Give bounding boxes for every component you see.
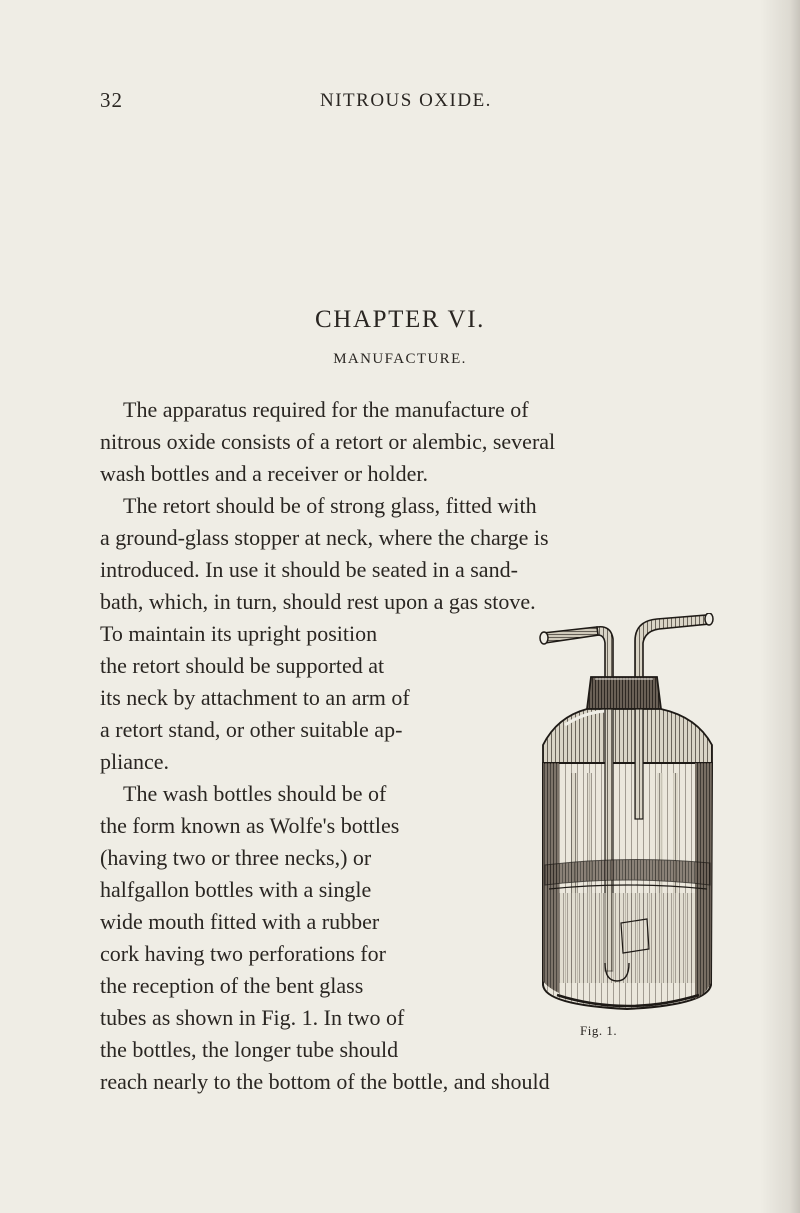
body-line: reach nearly to the bottom of the bottle, and should: [100, 1069, 550, 1094]
body-line: nitrous oxide consists of a retort or alembic, several: [100, 429, 556, 454]
running-title: NITROUS OXIDE.: [320, 90, 492, 111]
wolfe-bottle-illustration: [535, 613, 720, 1018]
body-line: the form known as Wolfe's bottles: [100, 813, 400, 838]
body-line: wash bottles and a receiver or holder.: [100, 461, 429, 486]
body-line: cork having two perforations for: [100, 941, 386, 966]
bottle-icon: [535, 613, 720, 1018]
body-line: halfgallon bottles with a single: [100, 877, 372, 902]
figure-caption: Fig. 1.: [580, 1023, 618, 1038]
body-line: tubes as shown in Fig. 1. In two of: [100, 1005, 405, 1030]
body-line: To maintain its upright position: [100, 621, 378, 646]
body-line: wide mouth fitted with a rubber: [100, 909, 380, 934]
body-line: The wash bottles should be of: [123, 781, 387, 806]
body-line: the reception of the bent glass: [100, 973, 364, 998]
body-line: bath, which, in turn, should rest upon a gas stove.: [100, 589, 536, 614]
body-line: the retort should be supported at: [100, 653, 385, 678]
body-line: the bottles, the longer tube should: [100, 1037, 399, 1062]
chapter-title: CHAPTER VI.: [315, 306, 485, 333]
section-title: MANUFACTURE.: [333, 351, 467, 367]
body-line: The retort should be of strong glass, fitted with: [123, 493, 537, 518]
running-head: [100, 88, 700, 118]
body-line: The apparatus required for the manufacture of: [123, 397, 529, 422]
body-line: (having two or three necks,) or: [100, 845, 372, 870]
body-line: its neck by attachment to an arm of: [100, 685, 410, 710]
body-line: pliance.: [100, 749, 170, 774]
page-number: 32: [100, 88, 123, 112]
body-line: a retort stand, or other suitable ap-: [100, 717, 403, 742]
body-line: introduced. In use it should be seated in a sand-: [100, 557, 518, 582]
body-line: a ground-glass stopper at neck, where the charge is: [100, 525, 549, 550]
